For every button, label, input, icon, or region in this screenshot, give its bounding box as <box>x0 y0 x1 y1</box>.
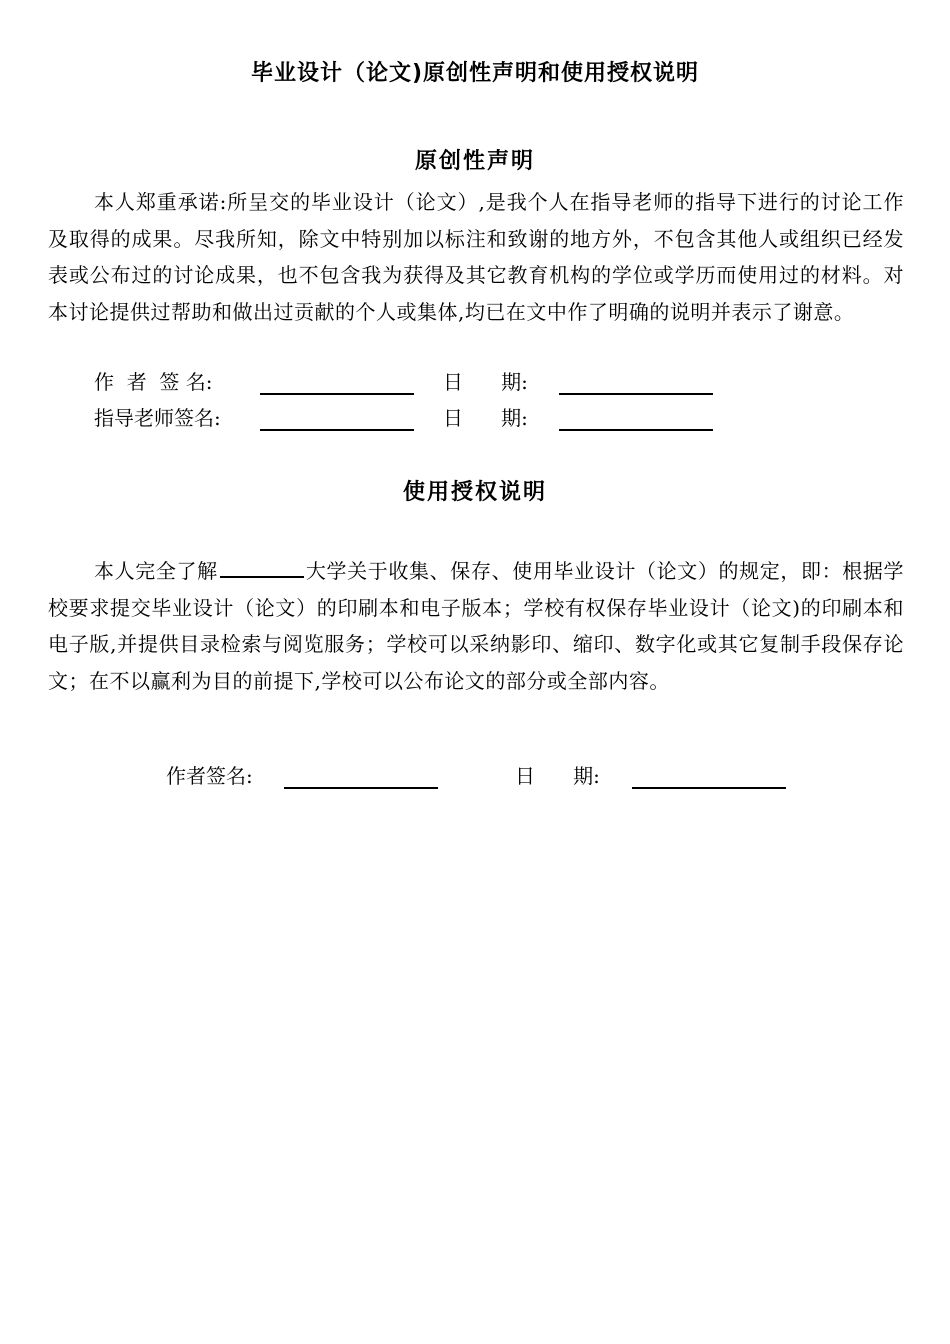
author-date-line[interactable] <box>559 393 713 395</box>
document-title: 毕业设计（论文)原创性声明和使用授权说明 <box>250 61 700 86</box>
advisor-signature-label: 指导老师签名: <box>94 406 221 430</box>
author-signature-label: 作 者 签 名: <box>94 370 213 394</box>
originality-advisor-signature-row <box>0 403 950 433</box>
authorization-author-signature-line[interactable] <box>284 787 438 789</box>
originality-paragraph: 本人郑重承诺:所呈交的毕业设计（论文）,是我个人在指导老师的指导下进行的讨论工作及取得的成果。尽我所知，除文中特别加以标注和致谢的地方外，不包含其他人或组织已经发表或公布过的讨论成果，也不包含我为获得及其它教育机构的学位或学历而使用过的材料。对本讨论提供过帮助和做出过贡献的个人或集体,均已在文中作了明确的说明并表示了谢意。 <box>48 190 904 324</box>
advisor-date-label: 日 期: <box>443 406 528 430</box>
advisor-date-line[interactable] <box>559 429 713 431</box>
authorization-paragraph <box>48 553 904 699</box>
authorization-signature-row <box>0 761 950 791</box>
authorization-date-line[interactable] <box>632 787 786 789</box>
author-date-label: 日 期: <box>443 370 528 394</box>
advisor-signature-line[interactable] <box>260 429 414 431</box>
authorization-paragraph-start: 本人完全了解 <box>94 559 218 583</box>
authorization-heading: 使用授权说明 <box>402 480 547 505</box>
author-signature-line[interactable] <box>260 393 414 395</box>
university-name-blank[interactable] <box>220 554 304 578</box>
originality-heading: 原创性声明 <box>414 149 535 174</box>
authorization-author-signature-label: 作者签名: <box>166 764 253 788</box>
authorization-date-label: 日 期: <box>515 764 600 788</box>
authorization-paragraph-rest: 大学关于收集、保存、使用毕业设计（论文）的规定，即：根据学校要求提交毕业设计（论文）的印刷本和电子版本；学校有权保存毕业设计（论文)的印刷本和电子版,并提供目录检索与阅览服务；学校可以采纳影印、缩印、数字化或其它复制手段保存论文；在不以赢利为目的前提下,学校可以公布论文的部分或全部内容。 <box>48 559 905 693</box>
originality-author-signature-row <box>0 367 950 397</box>
